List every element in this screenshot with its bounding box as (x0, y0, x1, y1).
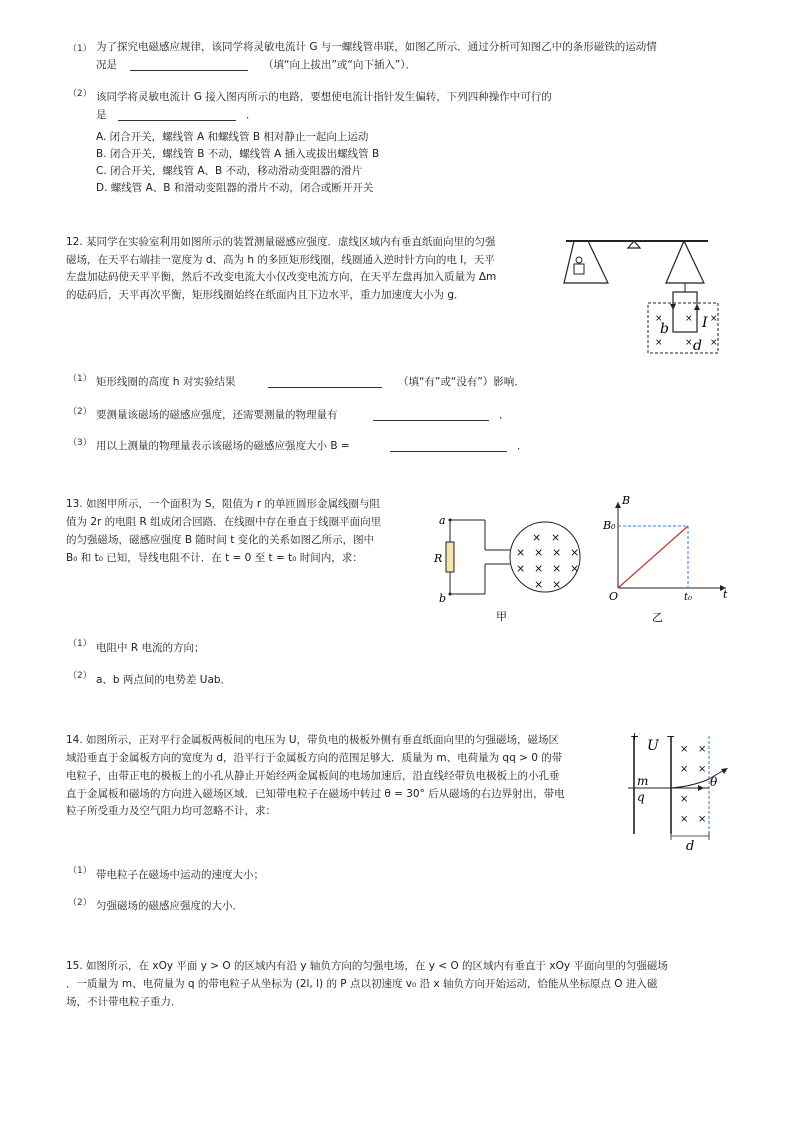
question-text: a、b 两点间的电势差 Uab． (96, 674, 232, 686)
question-line: 粒子所受重力及空气阻力均可忽略不计，求： (66, 805, 276, 817)
cross-mark: × (534, 578, 544, 591)
part-number: （2） (68, 671, 92, 681)
answer-blank[interactable] (118, 108, 236, 121)
minus-sign: − (666, 730, 676, 743)
label-m: m (637, 774, 649, 788)
label-B0: B₀ (603, 519, 616, 532)
cross-mark: × (680, 744, 689, 755)
option-d: D. 螺线管 A、B 和滑动变阻器的滑片不动，闭合或断开开关 (96, 182, 374, 194)
label-q: q (637, 790, 645, 804)
question-text: 用以上测量的物理量表示该磁场的磁感应强度大小 B = (96, 440, 350, 452)
question-text: （填“有”或“没有”）影响． (398, 376, 525, 388)
label-b: b (439, 592, 447, 605)
part-number: （1） (68, 374, 92, 384)
cross-mark: × (680, 794, 689, 805)
question-text: （填“向上拔出”或“向下插入”）． (263, 59, 417, 71)
label-b: b (660, 321, 669, 337)
cross-mark: × (552, 562, 562, 575)
figure-jia (430, 510, 590, 625)
part-number: （2） (68, 898, 92, 908)
question-text: 要测量该磁场的磁感应强度，还需要测量的物理量有 (96, 409, 338, 421)
cross-mark: × (534, 546, 544, 559)
part-number: （2） (68, 89, 92, 99)
cross-mark: × (685, 314, 693, 324)
answer-blank[interactable] (390, 439, 507, 452)
cross-mark: × (698, 764, 707, 775)
part-number: （1） (68, 866, 92, 876)
label-d: d (693, 338, 702, 354)
rect-coil (673, 292, 697, 332)
label-B: B (622, 494, 631, 507)
cross-mark: × (710, 338, 718, 348)
question-text: 是 (96, 109, 107, 121)
left-pan (564, 241, 608, 283)
question-text: 矩形线圈的高度 h 对实验结果 (96, 376, 236, 388)
question-text: 况是 (96, 59, 117, 71)
option-c: C. 闭合开关，螺线管 A、B 不动，移动滑动变阻器的滑片 (96, 165, 363, 177)
cross-mark: × (570, 562, 580, 575)
cross-mark: × (680, 764, 689, 775)
cross-mark: × (532, 531, 542, 544)
resistor (446, 542, 454, 572)
part-number: （3） (68, 438, 92, 448)
question-line: 直于金属板和磁场的方向进入磁场区域．已知带电粒子在磁场中转过 θ = 30° 后从磁场的右边界射出，带电 (66, 788, 565, 800)
balance-figure (560, 228, 730, 356)
cross-mark: × (552, 546, 562, 559)
label-U: U (647, 738, 659, 754)
answer-blank[interactable] (373, 408, 489, 421)
label-a: a (439, 514, 446, 527)
question-line: 的匀强磁场，磁感应强度 B 随时间 t 变化的关系如图乙所示，图中 (66, 534, 375, 546)
question-text: 为了探究电磁感应规律，该同学将灵敏电流计 G 与一螺线管串联，如图乙所示．通过分析可知图乙中的条形磁铁的运动情 (96, 41, 657, 53)
question-line: 域沿垂直于金属板方向的宽度为 d，沿平行于金属板方向的范围足够大．质量为 m、电荷量为 qq > 0 的带 (66, 752, 563, 764)
question-text: ． (499, 409, 510, 421)
label-t0: t₀ (684, 592, 693, 603)
parallel-plate-figure (624, 726, 734, 856)
question-text: 电阻中 R 电流的方向； (96, 642, 205, 654)
cross-mark: × (698, 744, 707, 755)
b-t-line (618, 526, 688, 588)
question-line: B₀ 和 t₀ 已知，导线电阻不计．在 t = 0 至 t = t₀ 时间内，求： (66, 552, 363, 564)
cross-mark: × (685, 338, 693, 348)
cross-mark: × (516, 562, 526, 575)
question-text: 匀强磁场的磁感应强度的大小． (96, 900, 243, 912)
cross-mark: × (534, 562, 544, 575)
cross-mark: × (698, 814, 707, 825)
question-line: 磁场，在天平右端挂一宽度为 d、高为 h 的多匝矩形线圈，线圈通入逆时针方向的电 I，天平 (66, 254, 495, 266)
question-line: 14. 如图所示，正对平行金属板两板间的电压为 U，带负电的极板外侧有垂直纸面向里的匀强磁场，磁场区 (66, 734, 560, 746)
part-number: （1） (68, 44, 92, 54)
part-number: （2） (68, 407, 92, 417)
right-pan (666, 241, 704, 283)
cross-mark: × (655, 338, 663, 348)
label-d: d (686, 839, 695, 854)
question-line: 左盘加砝码使天平平衡，然后不改变电流大小仅改变电流方向，在天平左盘再加入质量为 Δm (66, 271, 497, 283)
caption-jia: 甲 (496, 610, 507, 623)
option-b: B. 闭合开关，螺线管 B 不动，螺线管 A 插入或拔出螺线管 B (96, 148, 380, 160)
plus-sign: + (630, 730, 640, 743)
label-current: I (702, 315, 708, 331)
label-t: t (723, 588, 728, 601)
question-text: 该同学将灵敏电流计 G 接入图丙所示的电路，要想使电流计指针发生偏转，下列四种操作中可行的 (96, 91, 552, 103)
question-line: 电粒子，由带正电的极板上的小孔从静止开始经两金属板间的电场加速后，沿直线经带负电极板上的小孔垂 (66, 770, 560, 782)
question-text: ． (517, 440, 528, 452)
cross-mark: × (570, 546, 580, 559)
question-line: 值为 2r 的电阻 R 组成闭合回路．在线圈中存在垂直于线圈平面向里 (66, 516, 382, 528)
question-line: 场，不计带电粒子重力． (66, 996, 182, 1008)
cross-mark: × (516, 546, 526, 559)
cross-mark: × (552, 578, 562, 591)
answer-blank[interactable] (130, 58, 248, 71)
question-text: 带电粒子在磁场中运动的速度大小； (96, 869, 264, 881)
question-text: ． (246, 109, 257, 121)
question-line: 15. 如图所示，在 xOy 平面 y > O 的区域内有沿 y 轴负方向的匀强电场，在 y < O 的区域内有垂直于 xOy 平面向里的匀强磁场 (66, 960, 668, 972)
label-O: O (609, 590, 619, 603)
label-theta: θ (710, 775, 718, 789)
label-r: R (434, 552, 443, 565)
option-a: A. 闭合开关，螺线管 A 和螺线管 B 相对静止一起向上运动 (96, 131, 369, 143)
question-line: 12. 某同学在实验室利用如图所示的装置测量磁感应强度．虚线区域内有垂直纸面向里的匀强 (66, 236, 496, 248)
question-line: 的砝码后，天平再次平衡，矩形线圈始终在纸面内且下边水平，重力加速度大小为 g． (66, 289, 465, 301)
cross-mark: × (655, 314, 663, 324)
weight-block (574, 264, 584, 274)
answer-blank[interactable] (268, 375, 382, 388)
cross-mark: × (551, 531, 561, 544)
question-line: 13. 如图甲所示，一个面积为 S，阻值为 r 的单匝圆形金属线圈与阻 (66, 498, 381, 510)
cross-mark: × (710, 314, 718, 324)
part-number: （1） (68, 639, 92, 649)
caption-yi: 乙 (652, 611, 663, 624)
cross-mark: × (680, 814, 689, 825)
figure-yi-graph (600, 492, 735, 627)
balance-fulcrum (628, 241, 640, 248)
question-line: ．一质量为 m、电荷量为 q 的带电粒子从坐标为 (2l, l) 的 P 点以初速度 v₀ 沿 x 轴负方向开始运动，恰能从坐标原点 O 进入磁 (66, 978, 658, 990)
